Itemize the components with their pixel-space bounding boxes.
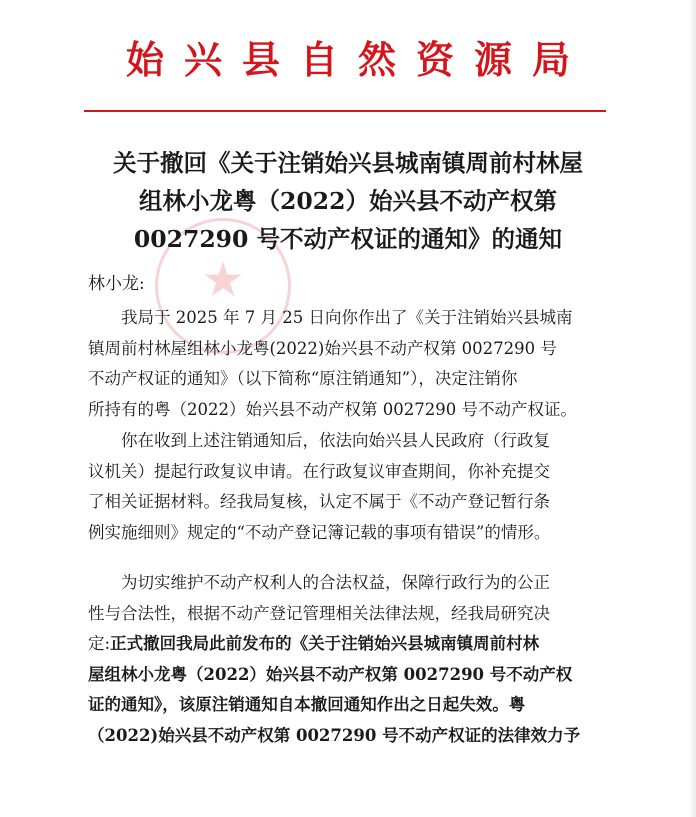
paragraph-2-line: 了相关证据材料。经我局复核，认定不属于《不动产登记暂行条 bbox=[88, 492, 550, 511]
salutation: 林小龙: bbox=[88, 274, 145, 294]
paragraph-1 bbox=[88, 303, 608, 425]
paragraph-3-decision-label: 定: bbox=[88, 634, 111, 653]
document-header bbox=[0, 30, 696, 110]
paragraph-2-line: 例实施细则》规定的“不动产登记簿记载的事项有错误”的情形。 bbox=[88, 522, 551, 542]
agency-name: 始兴县自然资源局 bbox=[125, 37, 590, 82]
title-line-2: 组林小龙粤（2022）始兴县不动产权第 bbox=[139, 187, 557, 215]
paragraph-3-line: 证的通知》，该原注销通知自本撤回通知作出之日起失效。粤 bbox=[88, 695, 526, 714]
seal-star-icon: ★ bbox=[201, 252, 245, 308]
paragraph-1-line: 我局于 2025 年 7 月 25 日向你作出了《关于注销始兴县城南 bbox=[121, 308, 573, 327]
paragraph-1-line: 所持有的粤（2022）始兴县不动产权第 0027290 号不动产权证。 bbox=[88, 399, 577, 419]
paragraph-3-line: （2022)始兴县不动产权第 0027290 号不动产权证的法律效力予 bbox=[88, 725, 581, 745]
paragraph-2-line: 你在收到上述注销通知后，依法向始兴县人民政府（行政复 bbox=[121, 431, 550, 450]
title-line-3: 0027290 号不动产权证的通知》的通知 bbox=[133, 225, 563, 253]
paragraph-3-line bbox=[88, 629, 608, 660]
paragraph-1-line: 镇周前村林屋组林小龙粤(2022)始兴县不动产权第 0027290 号 bbox=[88, 338, 557, 358]
paragraph-1-line: 不动产权证的通知》（以下简称“原注销通知”），决定注销你 bbox=[88, 369, 518, 388]
paragraph-3-line: 屋组林小龙粤（2022）始兴县不动产权第 0027290 号不动产权 bbox=[88, 664, 573, 684]
paragraph-3 bbox=[88, 568, 608, 751]
header-red-rule bbox=[84, 110, 606, 112]
document-title bbox=[60, 144, 636, 258]
paragraph-2-line: 议机关）提起行政复议申请。在行政复议审查期间，你补充提交 bbox=[88, 461, 550, 481]
page-edge-shadow bbox=[688, 0, 696, 817]
paragraph-3-decision-bold: 正式撤回我局此前发布的《关于注销始兴县城南镇周前村林 bbox=[110, 634, 540, 653]
paragraph-3-line: 性与合法性，根据不动产登记管理相关法律法规，经我局研究决 bbox=[88, 603, 550, 623]
title-line-1: 关于撤回《关于注销始兴县城南镇周前村林屋 bbox=[113, 149, 583, 177]
paragraph-3-line: 为切实维护不动产权利人的合法权益，保障行政行为的公正 bbox=[121, 573, 550, 592]
paragraph-2 bbox=[88, 426, 608, 548]
